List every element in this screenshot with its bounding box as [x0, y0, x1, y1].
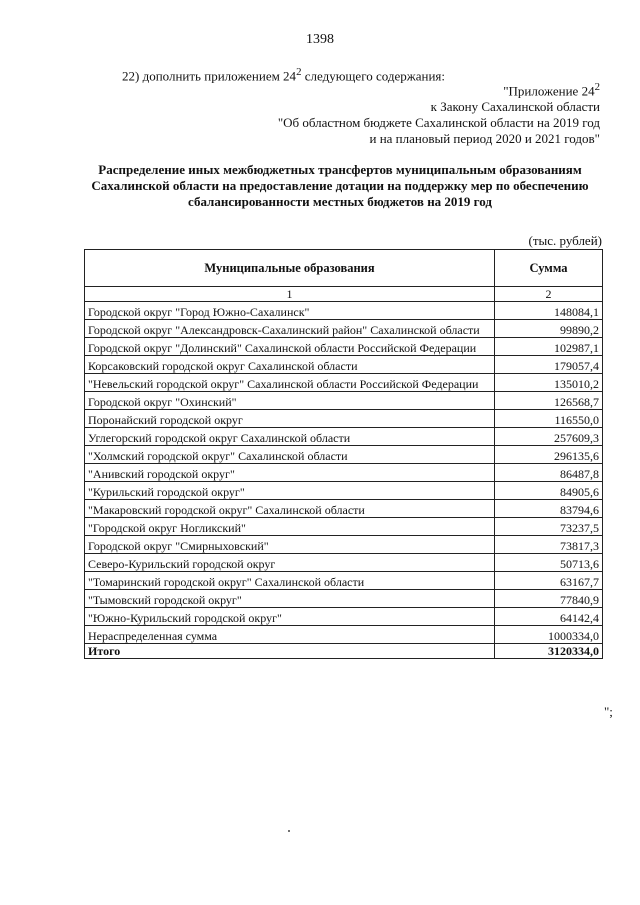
appendix-reference: [278, 79, 600, 147]
appendix-sup: 2: [594, 81, 600, 93]
total-sum: 3120334,0: [495, 644, 603, 659]
municipality-name: "Томаринский городской округ" Сахалинской области: [85, 572, 495, 590]
municipality-sum: 135010,2: [495, 374, 603, 392]
municipality-name: "Южно-Курильский городской округ": [85, 608, 495, 626]
table-row: [85, 554, 603, 572]
municipality-name: Городской округ "Город Южно-Сахалинск": [85, 302, 495, 320]
table-row: [85, 572, 603, 590]
municipality-sum: 63167,7: [495, 572, 603, 590]
municipality-name: Городской округ "Смирныховский": [85, 536, 495, 554]
table-row: [85, 356, 603, 374]
municipality-sum: 126568,7: [495, 392, 603, 410]
municipality-name: "Холмский городской округ" Сахалинской области: [85, 446, 495, 464]
title-line-3: сбалансированности местных бюджетов на 2019 год: [188, 194, 492, 209]
table-row: [85, 536, 603, 554]
index-cell-2: 2: [495, 287, 603, 302]
table-row: [85, 500, 603, 518]
municipality-name: Городской округ "Александровск-Сахалинский район" Сахалинской области: [85, 320, 495, 338]
table-row: [85, 482, 603, 500]
municipality-sum: 64142,4: [495, 608, 603, 626]
closing-quote: ";: [604, 704, 613, 719]
table-row: [85, 302, 603, 320]
table-row: [85, 410, 603, 428]
municipality-sum: 73817,3: [495, 536, 603, 554]
intro-sup: 2: [296, 66, 302, 78]
municipality-name: "Анивский городской округ": [85, 464, 495, 482]
header-sum: Сумма: [495, 250, 603, 287]
table-row: [85, 590, 603, 608]
appendix-line-2: к Закону Сахалинской области: [430, 99, 600, 115]
municipality-sum: 73237,5: [495, 518, 603, 536]
table-row: [85, 392, 603, 410]
appendix-title: "Приложение 24: [503, 83, 595, 99]
municipality-name: "Невельский городской округ" Сахалинской области Российской Федерации: [85, 374, 495, 392]
table-row: [85, 320, 603, 338]
table-row: [85, 374, 603, 392]
municipality-name: Городской округ "Охинский": [85, 392, 495, 410]
table-row: [85, 338, 603, 356]
units-label: (тыс. рублей): [528, 233, 602, 248]
municipality-sum: 296135,6: [495, 446, 603, 464]
appendix-line-1: [278, 79, 600, 99]
municipality-name: "Курильский городской округ": [85, 482, 495, 500]
appendix-line-3: "Об областном бюджете Сахалинской области на 2019 год: [277, 115, 600, 131]
municipality-name: Северо-Курильский городской округ: [85, 554, 495, 572]
municipality-sum: 1000334,0: [495, 626, 603, 644]
table-row: [85, 518, 603, 536]
municipality-name: Городской округ "Долинский" Сахалинской области Российской Федерации: [85, 338, 495, 356]
header-municipalities: Муниципальные образования: [85, 250, 495, 287]
table-row: [85, 428, 603, 446]
municipality-name: Поронайский городской округ: [85, 410, 495, 428]
table-header-row: [85, 250, 603, 287]
page-number: 1398: [306, 32, 334, 47]
intro-text: 22) дополнить приложением 24: [122, 68, 297, 84]
table-row: [85, 446, 603, 464]
appendix-line-4: и на плановый период 2020 и 2021 годов": [369, 131, 600, 147]
municipality-sum: 99890,2: [495, 320, 603, 338]
municipality-sum: 148084,1: [495, 302, 603, 320]
table-row: [85, 626, 603, 644]
municipality-sum: 116550,0: [495, 410, 603, 428]
municipality-sum: 179057,4: [495, 356, 603, 374]
municipality-sum: 102987,1: [495, 338, 603, 356]
municipality-sum: 83794,6: [495, 500, 603, 518]
municipality-name: Нераспределенная сумма: [85, 626, 495, 644]
document-title: [60, 162, 620, 210]
title-line-1: Распределение иных межбюджетных трансфертов муниципальным образованиям: [98, 162, 582, 177]
scan-speck: [288, 830, 290, 832]
table-row: [85, 608, 603, 626]
total-row: [85, 644, 603, 659]
municipality-name: Корсаковский городской округ Сахалинской области: [85, 356, 495, 374]
municipality-sum: 50713,6: [495, 554, 603, 572]
municipality-name: Углегорский городской округ Сахалинской области: [85, 428, 495, 446]
title-line-2: Сахалинской области на предоставление дотации на поддержку мер по обеспечению: [91, 178, 589, 193]
municipality-name: "Тымовский городской округ": [85, 590, 495, 608]
transfers-table: [84, 249, 603, 659]
municipality-sum: 77840,9: [495, 590, 603, 608]
municipality-sum: 84905,6: [495, 482, 603, 500]
index-cell-1: 1: [85, 287, 495, 302]
municipality-name: "Макаровский городской округ" Сахалинской области: [85, 500, 495, 518]
table-row: [85, 464, 603, 482]
municipality-name: "Городской округ Ногликский": [85, 518, 495, 536]
intro-suffix: следующего содержания:: [301, 68, 445, 84]
municipality-sum: 86487,8: [495, 464, 603, 482]
total-label: Итого: [85, 644, 495, 659]
municipality-sum: 257609,3: [495, 428, 603, 446]
index-row: [85, 287, 603, 302]
